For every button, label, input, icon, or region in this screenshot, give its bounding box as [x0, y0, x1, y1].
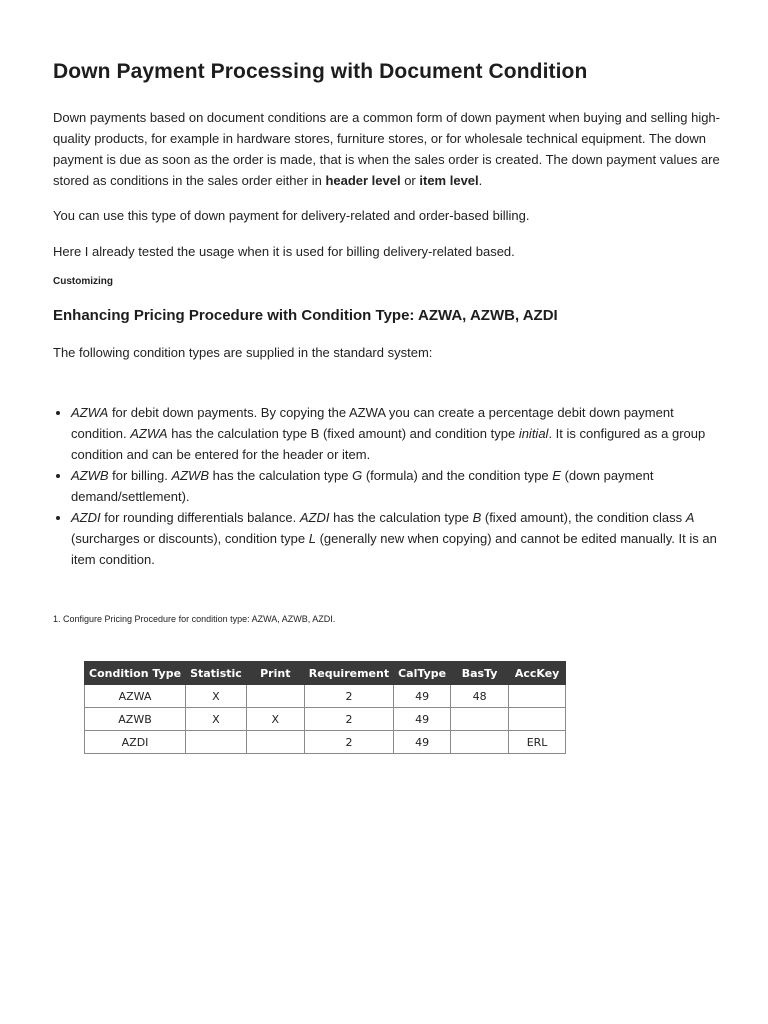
- table-cell: AZDI: [85, 731, 186, 754]
- list-text: (down payment demand/settlement).: [71, 468, 654, 504]
- list-text: for billing.: [108, 468, 172, 483]
- intro-text-mid: or: [400, 173, 420, 188]
- italic-term: G: [352, 468, 363, 483]
- table-cell: 2: [304, 731, 393, 754]
- table-row: [85, 731, 566, 754]
- intro-bold-header-level: header level: [325, 173, 401, 188]
- table-cell: ERL: [509, 731, 566, 754]
- list-text: has the calculation type: [329, 510, 473, 525]
- table-row: [85, 708, 566, 731]
- list-text: for debit down payments. By copying the AZWA you can create a percentage debit down payment condition.: [71, 405, 674, 441]
- table-cell: 49: [394, 708, 451, 731]
- table-cell: [451, 708, 509, 731]
- column-header: AccKey: [509, 662, 566, 685]
- tested-paragraph: Here I already tested the usage when it is used for billing delivery-related based.: [53, 244, 515, 259]
- list-text: (fixed amount), the condition class: [481, 510, 686, 525]
- italic-term: AZDI: [299, 510, 330, 525]
- list-text: has the calculation type B (fixed amount) and condition type: [167, 426, 519, 441]
- condition-type-list: [53, 402, 721, 570]
- table-cell: [186, 731, 247, 754]
- column-header: CalType: [394, 662, 451, 685]
- intro-paragraph: [53, 107, 721, 191]
- italic-term: AZWB: [171, 468, 209, 483]
- table-header-row: [85, 662, 566, 685]
- column-header: Statistic: [186, 662, 247, 685]
- table-cell: 2: [304, 685, 393, 708]
- table-cell: AZWA: [85, 685, 186, 708]
- table-cell: 2: [304, 708, 393, 731]
- usage-paragraph: You can use this type of down payment for delivery-related and order-based billing.: [53, 208, 530, 223]
- list-item-azdi: [71, 507, 721, 570]
- italic-term: A: [685, 510, 695, 525]
- table-cell: 49: [394, 685, 451, 708]
- italic-term: AZWA: [71, 405, 109, 420]
- list-item-azwb: [71, 465, 721, 507]
- list-item-azwa: [71, 402, 721, 465]
- italic-term: E: [552, 468, 561, 483]
- italic-term: AZDI: [71, 510, 101, 525]
- list-text: . It is configured as a group condition and can be entered for the header or item.: [71, 426, 706, 462]
- intro-text: Down payments based on document conditions are a common form of down payment when buying and selling high-quality products, for example in hardware stores, furniture stores, or for wholesale technical equipment. The down payment is due as soon as the order is made, that is when the sales order is created. The down payment values are stored as conditions in the sales order either in: [53, 110, 720, 188]
- list-text: (surcharges or discounts), condition type: [71, 531, 309, 546]
- table-cell: [246, 685, 304, 708]
- table-cell: [509, 708, 566, 731]
- table-row: [85, 685, 566, 708]
- column-header: BasTy: [451, 662, 509, 685]
- table-cell: X: [246, 708, 304, 731]
- italic-term: B: [472, 510, 482, 525]
- list-text: for rounding differentials balance.: [100, 510, 300, 525]
- italic-term: AZWA: [130, 426, 168, 441]
- list-text: (formula) and the condition type: [362, 468, 553, 483]
- table-cell: X: [186, 708, 247, 731]
- pricing-procedure-table: [84, 661, 566, 754]
- following-paragraph: The following condition types are supplied in the standard system:: [53, 345, 433, 360]
- column-header: Requirement: [304, 662, 393, 685]
- page-title: Down Payment Processing with Document Condition: [53, 60, 588, 83]
- intro-bold-item-level: item level: [419, 173, 479, 188]
- italic-term: L: [308, 531, 316, 546]
- column-header: Condition Type: [85, 662, 186, 685]
- table-cell: 48: [451, 685, 509, 708]
- table-cell: X: [186, 685, 247, 708]
- list-text: (generally new when copying) and cannot be edited manually. It is an item condition.: [71, 531, 717, 567]
- table-cell: [451, 731, 509, 754]
- intro-text-end: .: [478, 173, 483, 188]
- italic-term: AZWB: [71, 468, 109, 483]
- table-cell: 49: [394, 731, 451, 754]
- italic-term: initial: [518, 426, 549, 441]
- list-text: has the calculation type: [209, 468, 353, 483]
- column-header: Print: [246, 662, 304, 685]
- table-caption: 1. Configure Pricing Procedure for condition type: AZWA, AZWB, AZDI.: [53, 614, 336, 624]
- customizing-label: Customizing: [53, 276, 113, 287]
- article-body: [53, 58, 721, 625]
- section-heading: Enhancing Pricing Procedure with Condition Type: AZWA, AZWB, AZDI: [53, 307, 558, 324]
- table-cell: [246, 731, 304, 754]
- table-cell: AZWB: [85, 708, 186, 731]
- table-cell: [509, 685, 566, 708]
